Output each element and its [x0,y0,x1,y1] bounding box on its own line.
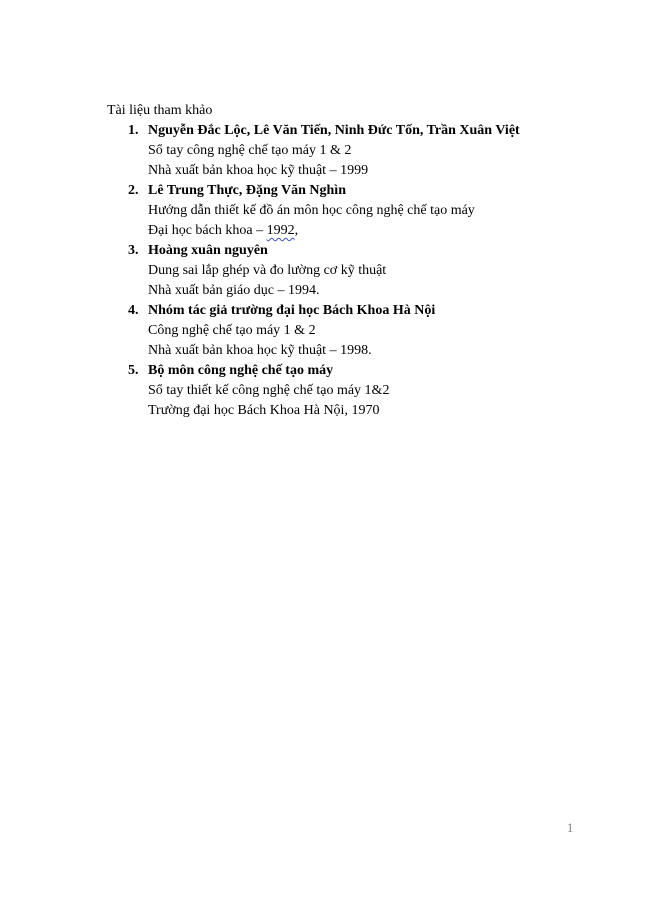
reference-line: Hướng dẫn thiết kế đồ án môn học công nghệ chế tạo máy [148,203,475,218]
reference-line-text: Đại học bách khoa – [148,223,267,238]
reference-line: Sổ tay công nghệ chế tạo máy 1 & 2 [148,143,352,158]
reference-body [148,241,557,301]
reference-line: Nhà xuất bản khoa học kỹ thuật – 1999 [148,163,369,178]
reference-body [148,121,557,181]
reference-item [107,361,557,421]
reference-line: Nhà xuất bản khoa học kỹ thuật – 1998. [148,343,372,358]
reference-line-text: , [294,223,299,238]
reference-line: Công nghệ chế tạo máy 1 & 2 [148,323,316,338]
spellcheck-squiggle-text: 1992 [266,223,295,238]
reference-line: Trường đại học Bách Khoa Hà Nội, 1970 [148,403,380,418]
reference-number: 2. [128,183,139,198]
reference-authors: Hoàng xuân nguyên [148,243,268,258]
reference-item [107,181,557,241]
reference-authors: Nguyễn Đắc Lộc, Lê Văn Tiến, Ninh Đức Tốn, Trần Xuân Việt [148,123,520,138]
reference-authors: Nhóm tác giả trường đại học Bách Khoa Hà Nội [148,303,436,318]
reference-number: 3. [128,243,139,258]
references-section [107,101,557,421]
reference-line: Dung sai lắp ghép và đo lường cơ kỹ thuật [148,263,387,278]
reference-list [107,121,557,421]
reference-authors: Lê Trung Thực, Đặng Văn Nghìn [148,183,346,198]
reference-body [148,301,557,361]
reference-body [148,181,557,241]
reference-number: 4. [128,303,139,318]
reference-item [107,301,557,361]
reference-body [148,361,557,421]
reference-authors: Bộ môn công nghệ chế tạo máy [148,363,334,378]
reference-number: 5. [128,363,139,378]
references-heading: Tài liệu tham khảo [107,103,213,118]
reference-line: Nhà xuất bản giáo dục – 1994. [148,283,320,298]
reference-line: Sổ tay thiết kế công nghệ chế tạo máy 1&2 [148,383,390,398]
reference-number: 1. [128,123,139,138]
reference-item [107,241,557,301]
reference-line [148,221,557,241]
reference-item [107,121,557,181]
page-number: 1 [567,821,574,835]
